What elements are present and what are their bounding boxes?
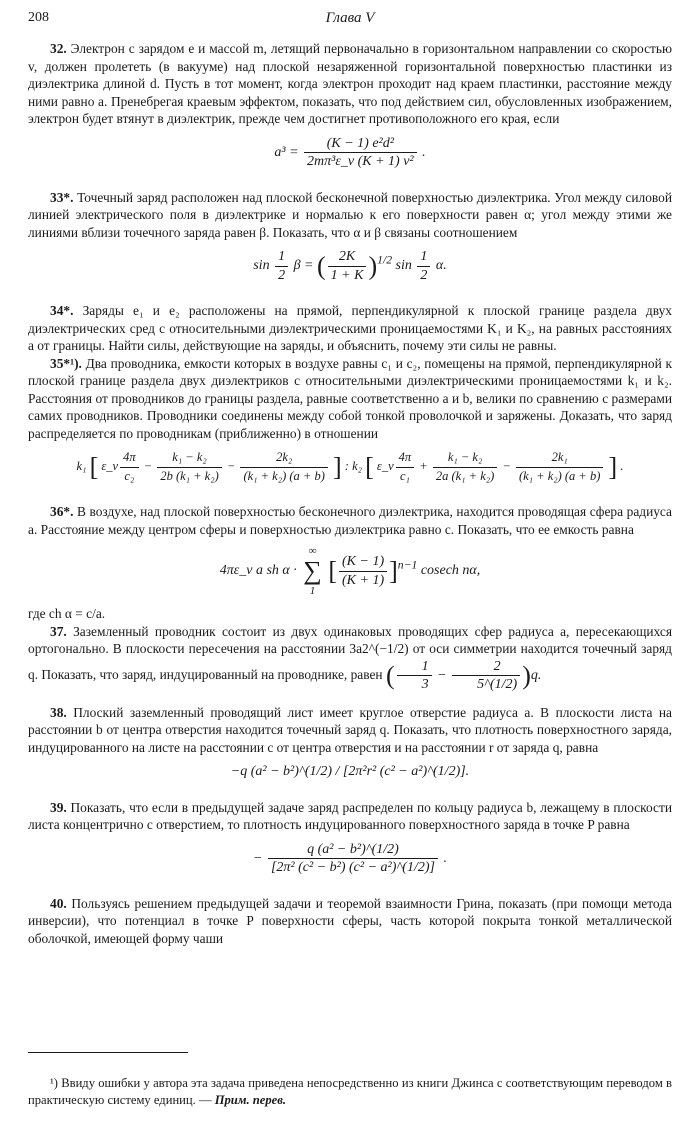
formula-expression: −q (a² − b²)^(1/2) / [2π²r² (c² − a²)^(1/2)].: [230, 764, 470, 779]
denominator: 2b (k₁ + k₂): [160, 468, 219, 483]
numerator: k₁ − k₂: [433, 449, 497, 468]
problem-number: 32.: [50, 41, 67, 56]
bracket-open: [: [89, 452, 99, 482]
problem-37: [28, 623, 672, 694]
problem-32: [28, 40, 672, 128]
footnote-divider: [28, 1052, 188, 1053]
footnote-text: ¹) Ввиду ошибки у автора эта задача приведена непосредственно из книги Джинса с соответствующим переводом в практическую систему единиц. —: [28, 1075, 672, 1107]
formula-part: cosech nα,: [420, 563, 481, 579]
denominator: 2: [278, 267, 286, 283]
bracket-close: ]: [389, 556, 398, 586]
formula-part: 4πε_v a sh α ·: [219, 563, 297, 579]
fraction: [516, 449, 603, 485]
chapter-title: Глава V: [325, 10, 375, 26]
problem-number: 39.: [50, 799, 67, 815]
numerator: 2k₁: [516, 449, 603, 468]
numerator: (K − 1) e²d²: [304, 135, 417, 154]
formula-36: [28, 545, 672, 597]
formula-part: k₁: [76, 458, 87, 473]
numerator: 1: [397, 658, 432, 677]
problem-39: [28, 799, 672, 834]
fraction: [157, 449, 221, 485]
problem-number: 34*.: [50, 303, 74, 318]
problem-number: 33*.: [50, 189, 74, 205]
problem-text: Заземленный проводник состоит из двух одинаковых проводящих сфер радиуса a, пересекающихся ортогонально. В плоскости пересечения на расстоянии 3a2^(−1/2) от оси симметрии находится точечный заряд q. Показать, что заряд, индуцированный на проводнике, равен: [28, 623, 672, 682]
formula-part: −: [437, 667, 447, 683]
formula-37: [385, 658, 542, 692]
formula-tail: .: [422, 144, 426, 160]
problem-40: [28, 895, 672, 948]
footnote: [28, 1075, 672, 1109]
problem-text: Пользуясь решением предыдущей задачи и теоремой взаимности Грина, показать (при помощи метода инверсии), что потенциал в точке P поверхности сферы, часть которой покрыта тонкой металлической оболочкой, имеющей форму чаши: [28, 895, 672, 946]
fraction: [396, 449, 415, 485]
numerator: k₁ − k₂: [157, 449, 221, 468]
formula-part: .: [443, 850, 447, 866]
formula-part: ε_v: [376, 458, 394, 473]
formula-part: −: [253, 850, 263, 866]
page-body: [28, 40, 672, 947]
formula-part: −: [143, 458, 153, 473]
formula-33: [28, 248, 672, 284]
fraction: [120, 449, 139, 485]
problem-text: Точечный заряд расположен над плоской бесконечной поверхностью диэлектрика. Угол между силовой линией электрического поля в диэлектрике и нормалью к его поверхности равен α; угол между этими же линиями вблизи точечного заряда равен β. Показать, что α и β связаны соотношением: [28, 189, 672, 240]
denominator: (k₁ + k₂) (a + b): [518, 468, 601, 483]
paren-close: ): [368, 251, 378, 281]
formula-part: −: [226, 458, 236, 473]
numerator: 1: [275, 248, 288, 267]
exponent: 1/2: [377, 253, 393, 267]
problem-text: Показать, что если в предыдущей задаче заряд распределен по кольцу радиуса b, лежащему в плоскости листа концентрично с отверстием, то плотность индуцированного поверхностного заряда в точке P равна: [28, 799, 672, 832]
problem-38: [28, 704, 672, 757]
denominator: c₂: [124, 468, 135, 483]
formula-35: [28, 449, 672, 485]
problem-35: [28, 355, 672, 443]
problem-text: Заряды e₁ и e₂ расположены на прямой, перпендикулярной к плоской границе раздела двух диэлектрических сред с относительными диэлектрическими проницаемостями K₁ и K₂, на равных расстояниях a от границы. Найти силы, действующие на заряды, и объяснить, почему эти силы не равны.: [28, 303, 672, 353]
numerator: 4π: [120, 449, 139, 468]
formula-part: q.: [530, 667, 542, 683]
formula-part: +: [419, 458, 428, 473]
denominator: (k₁ + k₂) (a + b): [243, 468, 325, 483]
numerator: (K − 1): [339, 553, 387, 572]
denominator: [2π² (c² − b²) (c² − a²)^(1/2)]: [270, 860, 435, 875]
problem-text: В воздухе, над плоской поверхностью бесконечного диэлектрика, находится проводящая сфера радиуса a. Расстояние между центром сферы и поверхностью диэлектрика равно c. Показать, что ее емкость равна: [28, 504, 672, 537]
bracket-open: [: [365, 452, 374, 482]
problem-number: 36*.: [50, 504, 74, 519]
sum-upper: ∞: [308, 545, 317, 557]
fraction: [433, 449, 497, 485]
fraction: [417, 248, 430, 284]
formula-lhs: a³ =: [274, 144, 299, 160]
problem-text: Плоский заземленный проводящий лист имеет круглое отверстие радиуса a. В плоскости листа на расстоянии b от центра отверстия находится точечный заряд q. Показать, что плотность поверхностного заряда, индуцированного на листе на расстоянии c от центра отверстия и на расстоянии r от заряда q, равна: [28, 704, 672, 755]
paren-close: ): [522, 660, 531, 690]
denominator: c₁: [399, 468, 410, 483]
bracket-close: ]: [608, 452, 618, 482]
paren-open: (: [385, 660, 395, 690]
numerator: 2K: [328, 248, 367, 267]
numerator: 2: [452, 658, 520, 677]
denominator: 2mπ³ε_v (K + 1) v²: [307, 154, 414, 169]
paren-open: (: [317, 251, 326, 281]
formula-part: : k₂: [344, 458, 362, 473]
page-number: 208: [28, 10, 49, 25]
fraction: [240, 449, 327, 485]
fraction: [304, 135, 417, 171]
formula-part: sin: [253, 258, 270, 274]
fraction: [275, 248, 288, 284]
numerator: 4π: [396, 449, 415, 468]
formula-part: −: [502, 458, 511, 473]
denominator: 1 + K: [330, 267, 364, 283]
sigma-glyph: ∑: [303, 556, 322, 585]
problem-number: 37.: [50, 623, 67, 639]
exponent: n−1: [397, 558, 418, 572]
fraction: [452, 658, 520, 694]
denominator: 5^(1/2): [477, 677, 518, 692]
problem-36-after: где ch α = c/a.: [28, 606, 106, 621]
sum-lower: 1: [309, 585, 316, 597]
problem-text: Два проводника, емкости которых в воздухе равны c₁ и c₂, помещены на прямой, перпендикулярной к плоской границе раздела двух диэлектриков с относительными диэлектрическими проницаемостями k₁ и k₂. Расстояния от проводников до границы раздела, равные соответственно a и b, велики по сравнению с размерами самих проводников. Проводники соединены между собой тонкой проволочкой и заряжены. Доказать, что заряд распределяется по проводникам (приближенно) в отношении: [28, 355, 672, 441]
problem-33: [28, 189, 672, 242]
problem-number: 40.: [50, 895, 67, 911]
problem-number: 38.: [50, 704, 67, 720]
bracket-close: ]: [333, 452, 342, 482]
problem-number: 35*¹).: [50, 355, 82, 371]
running-header: [28, 10, 672, 32]
formula-32: [28, 135, 672, 171]
footnote-signature: Прим. перев.: [214, 1092, 286, 1107]
formula-39: [28, 841, 672, 877]
fraction: [268, 841, 438, 877]
formula-part: ε_v: [101, 458, 119, 473]
formula-38: [28, 763, 672, 781]
formula-part: sin: [395, 258, 412, 274]
numerator: 2k₂: [240, 449, 327, 468]
numerator: q (a² − b²)^(1/2): [268, 841, 438, 860]
denominator: (K + 1): [342, 572, 385, 588]
denominator: 2a (k₁ + k₂): [435, 468, 495, 483]
numerator: 1: [417, 248, 430, 267]
summation: [303, 545, 322, 597]
denominator: 2: [420, 267, 428, 283]
problem-36: [28, 503, 672, 538]
problem-text: Электрон с зарядом e и массой m, летящий первоначально в горизонтальном направлении со скоростью v, должен пролететь (в вакууме) над плоской незаряженной горизонтальной поверхностью пластинки из диэлектрика длиной d. Пусть в тот момент, когда электрон проходит над краем пластинки, расстояние между ними равно a. Пренебрегая краевым эффектом, показать, что под действием сил, обусловленных изображением, электрон будет втянут в диэлектрик, прежде чем достигнет противоположного его края, если: [28, 41, 672, 126]
fraction: [328, 248, 367, 284]
denominator: 3: [421, 677, 429, 692]
fraction: [339, 553, 387, 589]
formula-part: α.: [435, 258, 447, 274]
problem-34: [28, 302, 672, 355]
formula-part: .: [620, 458, 624, 473]
bracket-open: [: [328, 556, 337, 586]
formula-part: β =: [293, 258, 314, 274]
fraction: [397, 658, 432, 694]
